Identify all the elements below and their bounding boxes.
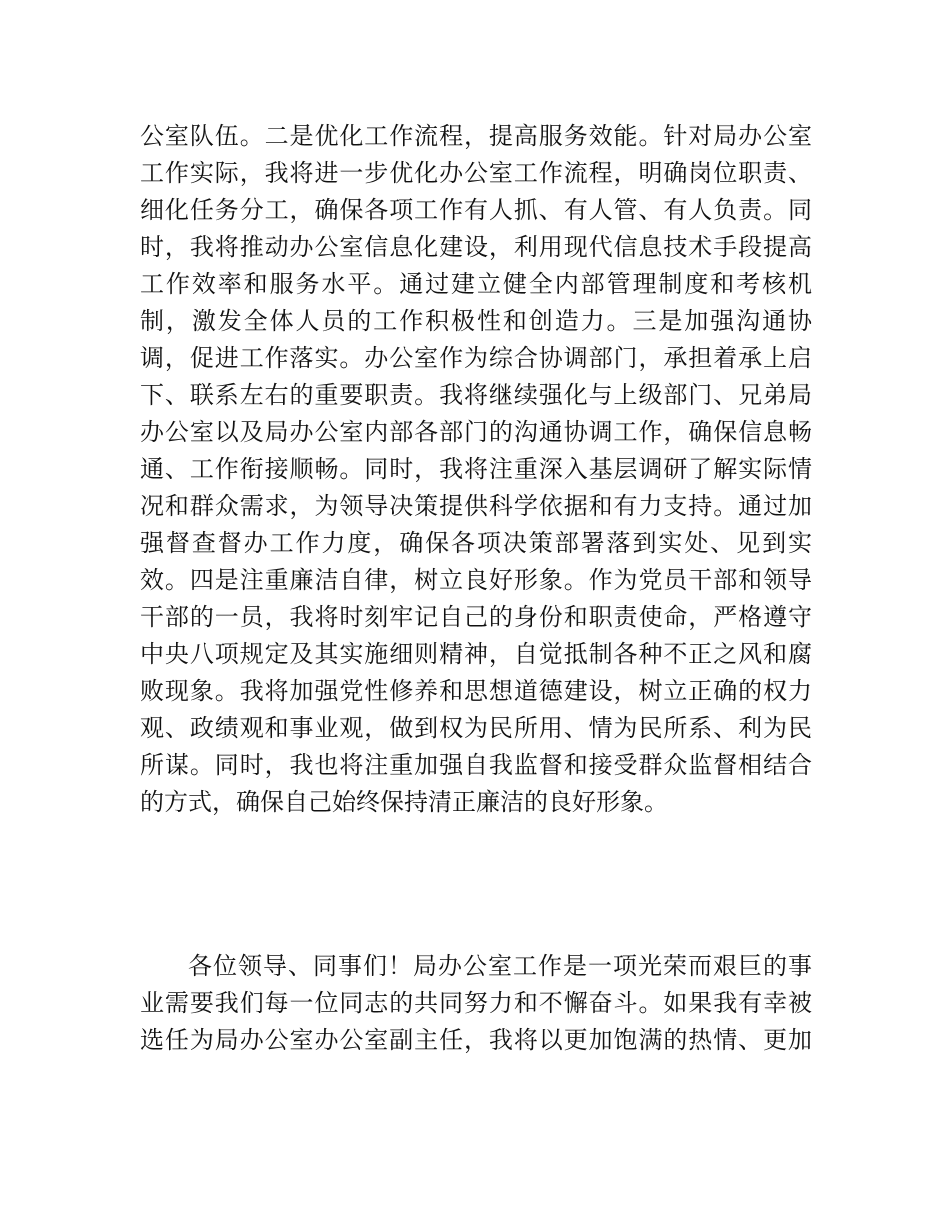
paragraph-1: [140, 118, 812, 821]
paragraph-line: 中央八项规定及其实施细则精神，自觉抵制各种不正之风和腐: [140, 640, 812, 668]
paragraph-2: [140, 948, 812, 1059]
paragraph-line: 公室队伍。二是优化工作流程，提高服务效能。针对局办公室: [140, 122, 812, 150]
paragraph-line: 观、政绩观和事业观，做到权为民所用、情为民所系、利为民: [140, 714, 812, 742]
paragraph-line: 选任为局办公室办公室副主任，我将以更加饱满的热情、更加: [140, 1026, 812, 1054]
paragraph-line: 细化任务分工，确保各项工作有人抓、有人管、有人负责。同: [140, 196, 812, 224]
paragraph-line: 业需要我们每一位同志的共同努力和不懈奋斗。如果我有幸被: [140, 989, 812, 1017]
paragraph-line: 通、工作衔接顺畅。同时，我将注重深入基层调研了解实际情: [140, 455, 812, 483]
paragraph-line: 下、联系左右的重要职责。我将继续强化与上级部门、兄弟局: [140, 381, 812, 409]
paragraph-line: 的方式，确保自己始终保持清正廉洁的良好形象。: [140, 788, 668, 816]
paragraph-line: 效。四是注重廉洁自律，树立良好形象。作为党员干部和领导: [140, 566, 812, 594]
paragraph-line: 强督查督办工作力度，确保各项决策部署落到实处、见到实: [140, 529, 812, 557]
paragraph-line: 时，我将推动办公室信息化建设，利用现代信息技术手段提高: [140, 233, 812, 261]
paragraph-line: 办公室以及局办公室内部各部门的沟通协调工作，确保信息畅: [140, 418, 812, 446]
paragraph-line: 各位领导、同事们！局办公室工作是一项光荣而艰巨的事: [188, 952, 812, 980]
paragraph-line: 况和群众需求，为领导决策提供科学依据和有力支持。通过加: [140, 492, 812, 520]
paragraph-line: 制，激发全体人员的工作积极性和创造力。三是加强沟通协: [140, 307, 812, 335]
paragraph-line: 干部的一员，我将时刻牢记自己的身份和职责使命，严格遵守: [140, 603, 812, 631]
paragraph-line: 所谋。同时，我也将注重加强自我监督和接受群众监督相结合: [140, 751, 812, 779]
paragraph-line: 工作实际，我将进一步优化办公室工作流程，明确岗位职责、: [140, 159, 812, 187]
paragraph-line: 工作效率和服务水平。通过建立健全内部管理制度和考核机: [140, 270, 812, 298]
paragraph-line: 调，促进工作落实。办公室作为综合协调部门，承担着承上启: [140, 344, 812, 372]
paragraph-line: 败现象。我将加强党性修养和思想道德建设，树立正确的权力: [140, 677, 812, 705]
